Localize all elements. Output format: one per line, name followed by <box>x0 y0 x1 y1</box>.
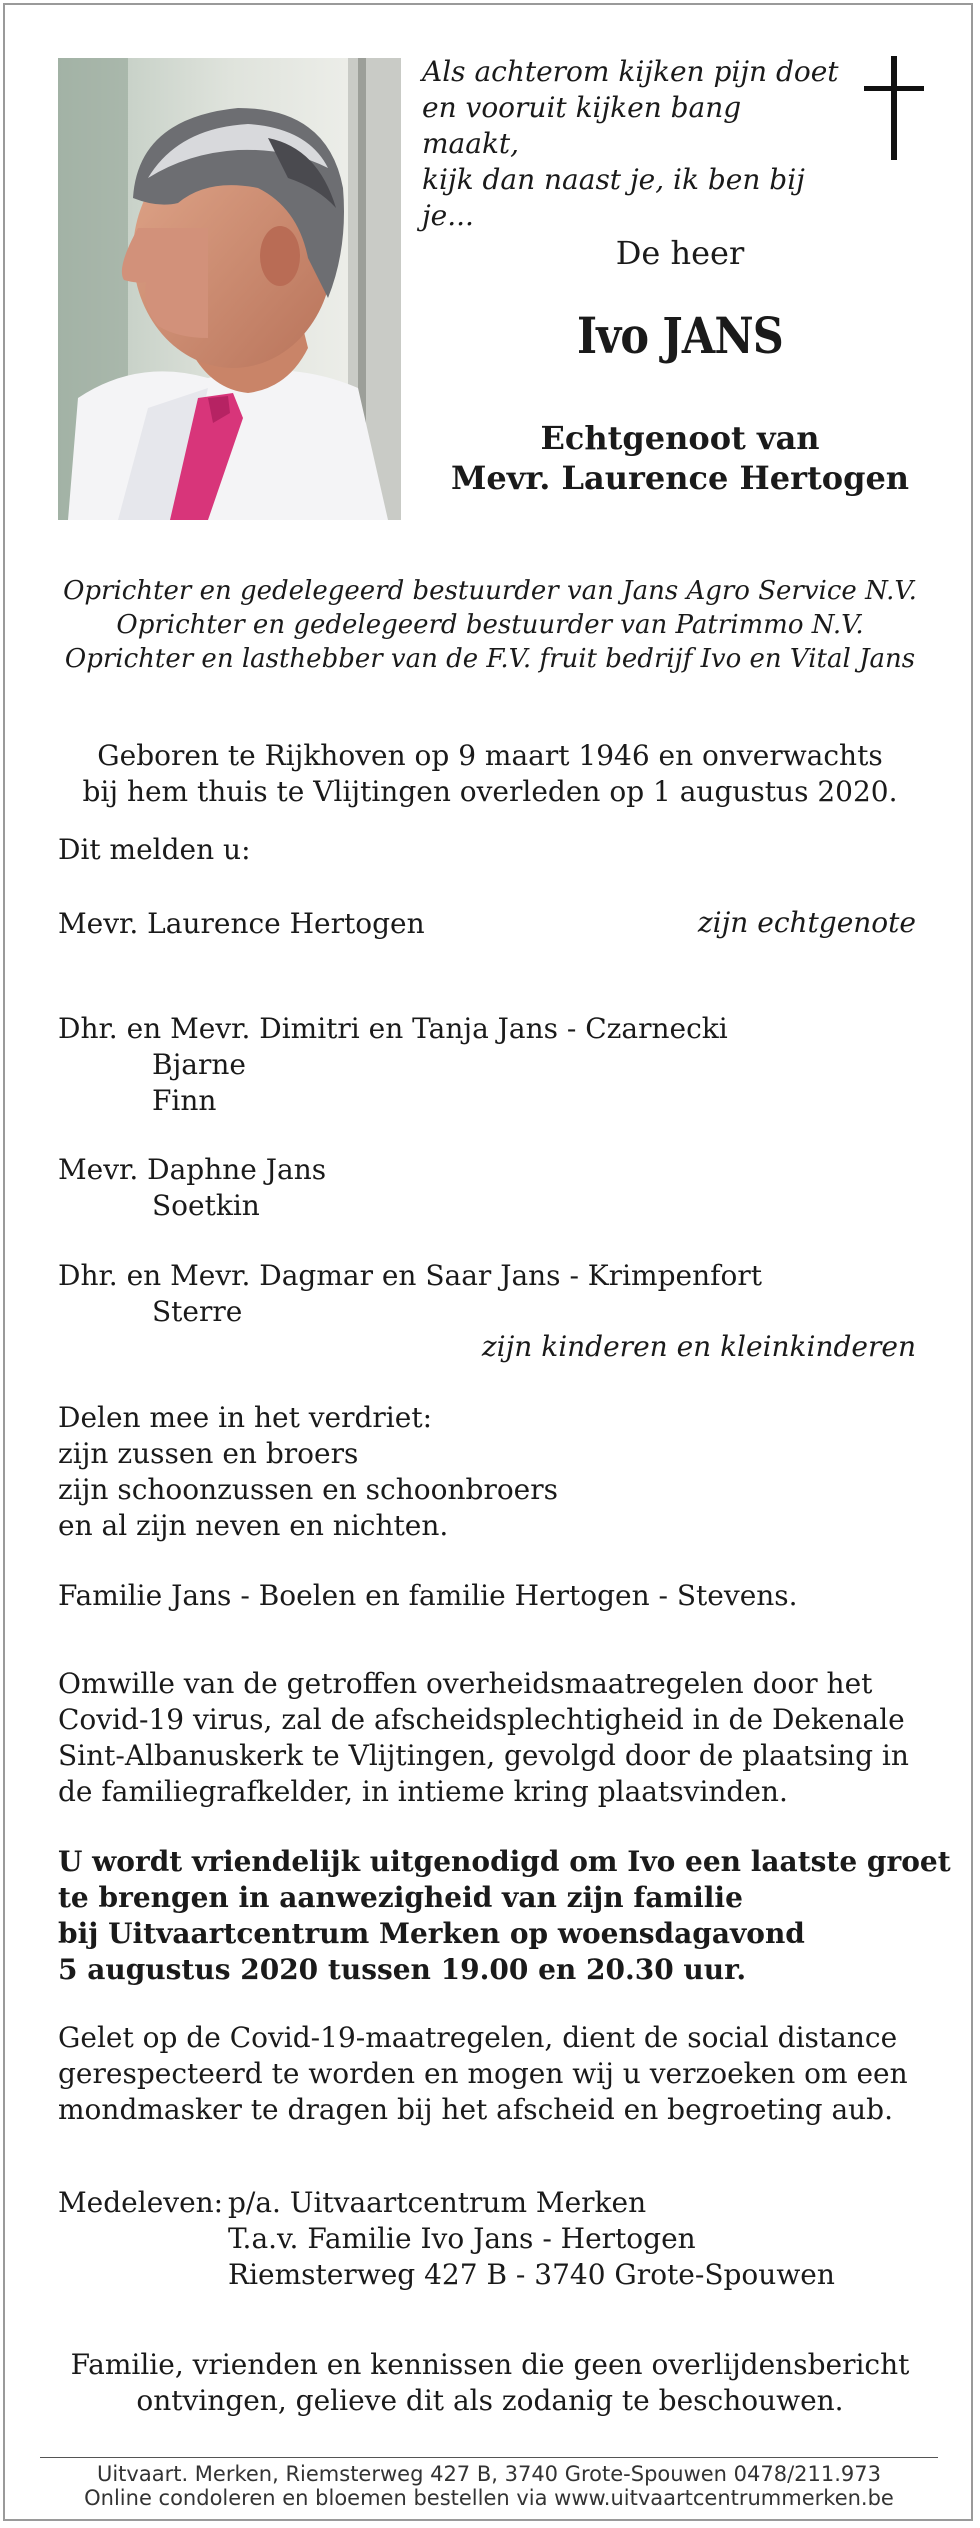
notice-line: Gelet op de Covid-19-maatregelen, dient de social distance <box>58 2021 898 2054</box>
honorific: De heer <box>615 234 745 272</box>
poem <box>422 54 842 234</box>
footer-website: Online condoleren en bloemen bestellen via www.uitvaartcentrummerken.be <box>84 2486 894 2510</box>
grandchild-name: Soetkin <box>152 1189 260 1222</box>
notice-line: mondmasker te dragen bij het afscheid en begroeting aub. <box>58 2093 894 2126</box>
role-line: Oprichter en gedelegeerd bestuurder van Patrimmo N.V. <box>116 610 864 640</box>
footer-funeral-home: Uitvaart. Merken, Riemsterweg 427 B, 3740 Grote-Spouwen 0478/211.973 <box>96 2462 882 2486</box>
spouse-role: zijn echtgenote <box>697 906 916 939</box>
poem-line: en vooruit kijken bang maakt, <box>422 91 742 160</box>
roles <box>40 574 940 676</box>
condolences-label: Medeleven: <box>58 2186 224 2219</box>
closing-line: Familie, vrienden en kennissen die geen overlijdensbericht <box>70 2348 910 2381</box>
covid-line: Omwille van de getroffen overheidsmaatregelen door het <box>58 1667 873 1700</box>
invite-line: 5 augustus 2020 tussen 19.00 en 20.30 uur. <box>58 1953 747 1986</box>
grandchild-name: Sterre <box>152 1295 243 1328</box>
announce-intro: Dit melden u: <box>58 833 251 866</box>
deceased-name: Ivo JANS <box>577 306 783 365</box>
closing-line: ontvingen, gelieve dit als zodanig te beschouwen. <box>136 2384 844 2417</box>
grandchild-name: Bjarne <box>152 1048 246 1081</box>
cross-icon <box>864 56 924 164</box>
invite-line: U wordt vriendelijk uitgenodigd om Ivo een laatste groet <box>58 1845 951 1878</box>
poem-line: kijk dan naast je, ik ben bij je... <box>422 163 805 232</box>
family-line: Dhr. en Mevr. Dagmar en Saar Jans - Krimpenfort <box>58 1259 762 1292</box>
address-line: T.a.v. Familie Ivo Jans - Hertogen <box>228 2222 696 2255</box>
grandchild-name: Finn <box>152 1084 217 1117</box>
spouse-name: Mevr. Laurence Hertogen <box>58 907 425 940</box>
family-line: Dhr. en Mevr. Dimitri en Tanja Jans - Czarnecki <box>58 1012 728 1045</box>
address-line: Riemsterweg 427 B - 3740 Grote-Spouwen <box>228 2258 835 2291</box>
condolences-address <box>228 2185 835 2293</box>
invite-line: bij Uitvaartcentrum Merken op woensdagavond <box>58 1917 805 1950</box>
covid-line: Covid-19 virus, zal de afscheidsplechtigheid in de Dekenale <box>58 1703 905 1736</box>
closing-statement <box>40 2347 940 2419</box>
notice-block <box>58 2020 908 2128</box>
notice-line: gerespecteerd te worden en mogen wij u verzoeken om een <box>58 2057 908 2090</box>
children-role: zijn kinderen en kleinkinderen <box>481 1330 916 1363</box>
invite-line: te brengen in aanwezigheid van zijn familie <box>58 1881 743 1914</box>
portrait-photo <box>58 58 401 520</box>
covid-block <box>58 1666 909 1810</box>
statement-line: bij hem thuis te Vlijtingen overleden op 1 augustus 2020. <box>82 775 898 808</box>
footer-divider <box>40 2457 938 2458</box>
spouse-line: Mevr. Laurence Hertogen <box>450 459 910 497</box>
invite-block <box>58 1844 951 1988</box>
share-line: zijn schoonzussen en schoonbroers <box>58 1473 559 1506</box>
share-line: zijn zussen en broers <box>58 1437 359 1470</box>
family-line: Mevr. Daphne Jans <box>58 1153 327 1186</box>
role-line: Oprichter en gedelegeerd bestuurder van Jans Agro Service N.V. <box>63 576 917 606</box>
share-line: en al zijn neven en nichten. <box>58 1509 449 1542</box>
statement-line: Geboren te Rijkhoven op 9 maart 1946 en onverwachts <box>97 739 883 772</box>
address-line: p/a. Uitvaartcentrum Merken <box>228 2186 647 2219</box>
families-line: Familie Jans - Boelen en familie Hertogen - Stevens. <box>58 1579 798 1612</box>
spouse-line: Echtgenoot van <box>540 419 820 457</box>
role-line: Oprichter en lasthebber van de F.V. fruit bedrijf Ivo en Vital Jans <box>64 644 916 674</box>
poem-line: Als achterom kijken pijn doet <box>422 55 839 88</box>
spouse-heading <box>420 418 940 498</box>
covid-line: Sint-Albanuskerk te Vlijtingen, gevolgd door de plaatsing in <box>58 1739 909 1772</box>
covid-line: de familiegrafkelder, in intieme kring plaatsvinden. <box>58 1775 788 1808</box>
birth-death-statement <box>40 738 940 810</box>
share-block <box>58 1400 558 1544</box>
share-line: Delen mee in het verdriet: <box>58 1401 433 1434</box>
